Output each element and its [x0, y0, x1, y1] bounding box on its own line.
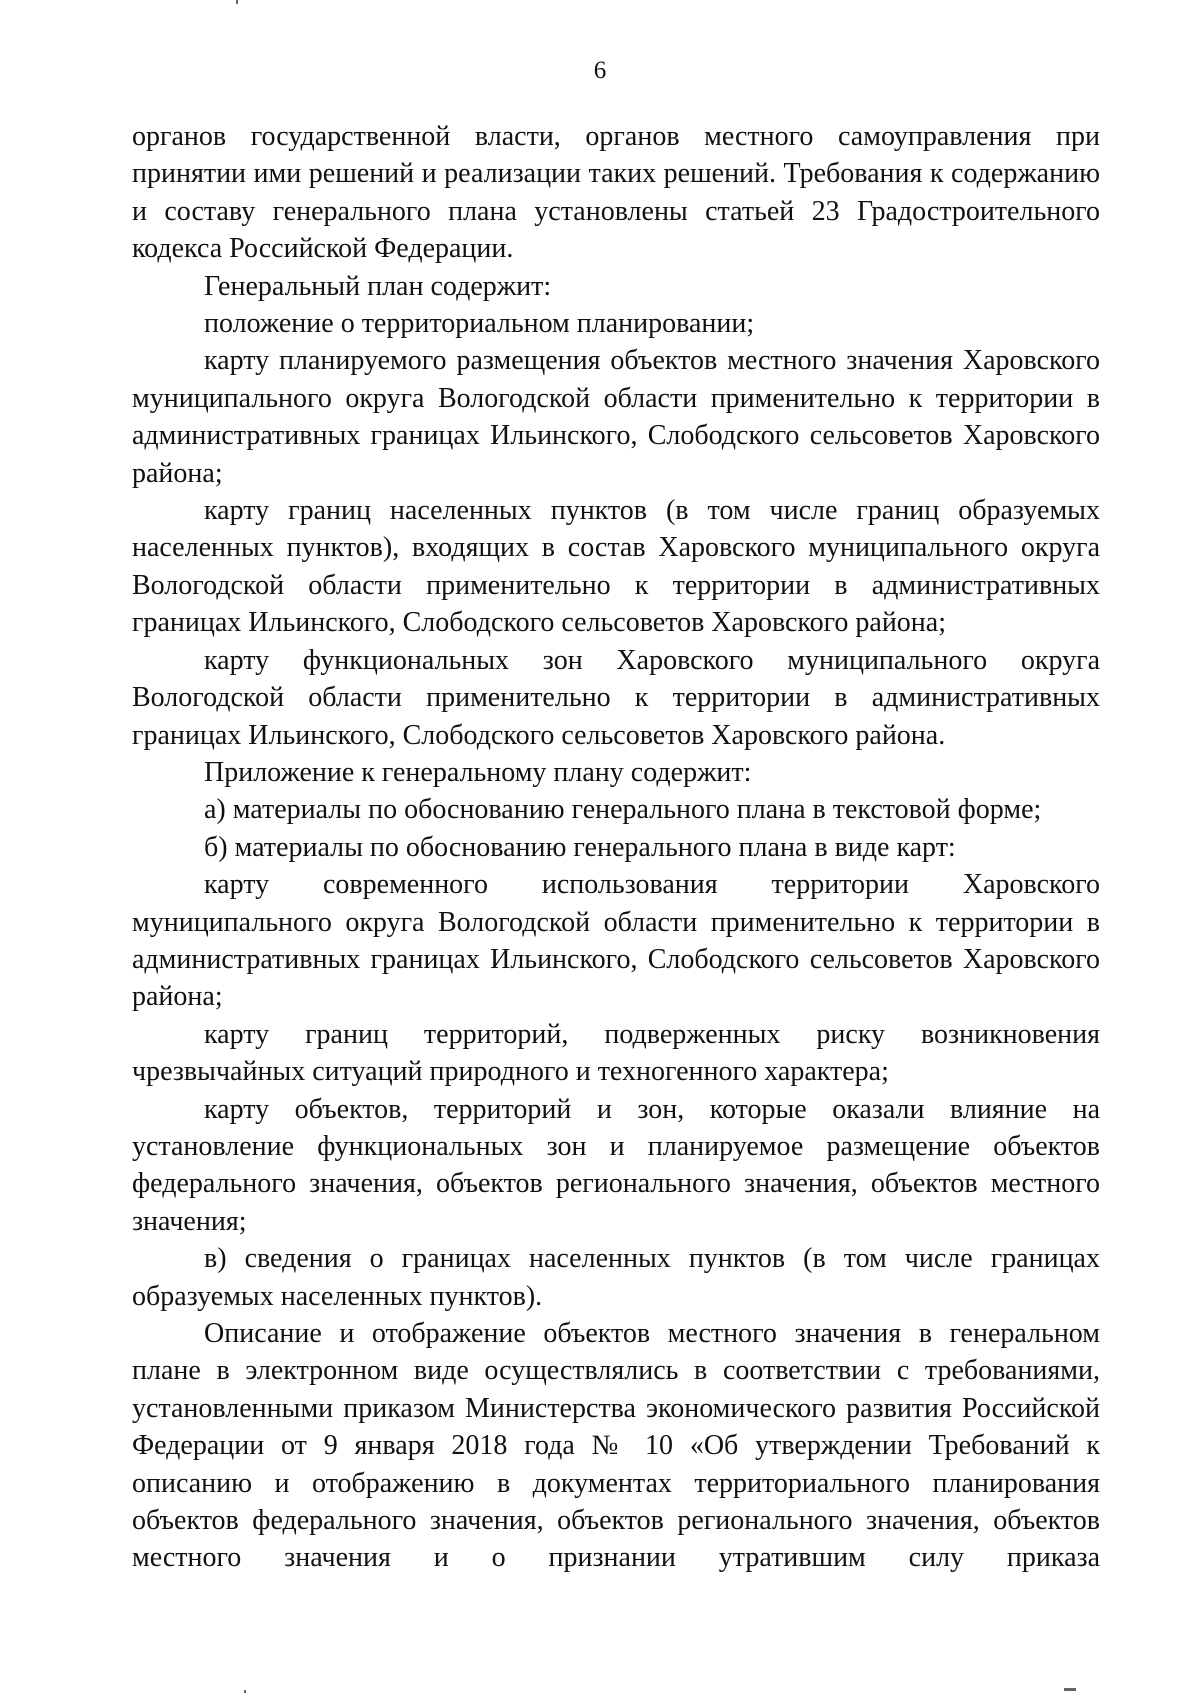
paragraph-item-map-emergency-risk: карту границ территорий, подверженных риску возникновения чрезвычайных ситуаций природного и техногенного характера;: [132, 1018, 1100, 1088]
scan-mark-bottom-left: [244, 1690, 246, 1693]
paragraph-item-territorial-planning: положение о территориальном планировании;: [204, 308, 755, 340]
document-body: [132, 118, 1100, 1577]
paragraph-item-map-current-use: карту современного использования территории Харовского муниципального округа Вологодской области применительно к территории в административных границах Ильинского, Слободского сельсоветов Харовского района;: [132, 869, 1100, 1013]
paragraph-item-map-local-objects: карту планируемого размещения объектов местного значения Харовского муниципального округа Вологодской области применительно к территории в административных границах Ильинского, Слободского сельсоветов Харовского района;: [132, 345, 1100, 489]
page-number: 6: [593, 57, 607, 84]
paragraph-continuation: органов государственной власти, органов местного самоуправления при принятии ими решений и реализации таких решений. Требования к содержанию и составу генерального плана установлены статьей 23 Градостроительного кодекса Российской Федерации.: [132, 121, 1100, 265]
paragraph-appendix-contains: Приложение к генеральному плану содержит:: [204, 756, 752, 788]
paragraph-item-v: в) сведения о границах населенных пунктов (в том числе границах образуемых населенных пунктов).: [132, 1243, 1100, 1312]
paragraph-item-map-settlement-borders: карту границ населенных пунктов (в том числе границ образуемых населенных пунктов), входящих в состав Харовского муниципального округа Вологодской области применительно к территории в административных границах Ильинского, Слободского сельсоветов Харовского района;: [132, 495, 1100, 639]
scan-mark-bottom-right: [1064, 1688, 1076, 1691]
paragraph-item-b: б) материалы по обоснованию генерального плана в виде карт:: [204, 831, 956, 863]
paragraph-general-plan-contains: Генеральный план содержит:: [204, 270, 552, 302]
paragraph-electronic-description: Описание и отображение объектов местного значения в генеральном плане в электронном виде осуществлялись в соответствии с требованиями, установленными приказом Министерства экономического развития Российской Федерации от 9 января 2018 года № 10 «Об утверждении Требований к описанию и отображению в документах территориального планирования объектов федерального значения, объектов регионального значения, объектов местного значения и о признании утратившим силу приказа: [132, 1318, 1100, 1574]
paragraph-item-a: а) материалы по обоснованию генерального плана в текстовой форме;: [204, 794, 1042, 826]
scan-mark-top: [236, 0, 238, 4]
paragraph-item-map-functional-zones: карту функциональных зон Харовского муниципального округа Вологодской области применительно к территории в административных границах Ильинского, Слободского сельсоветов Харовского района.: [132, 644, 1100, 751]
paragraph-item-map-influencing-objects: карту объектов, территорий и зон, которые оказали влияние на установление функциональных зон и планируемое размещение объектов федерального значения, объектов регионального значения, объектов местного значения;: [132, 1093, 1100, 1237]
